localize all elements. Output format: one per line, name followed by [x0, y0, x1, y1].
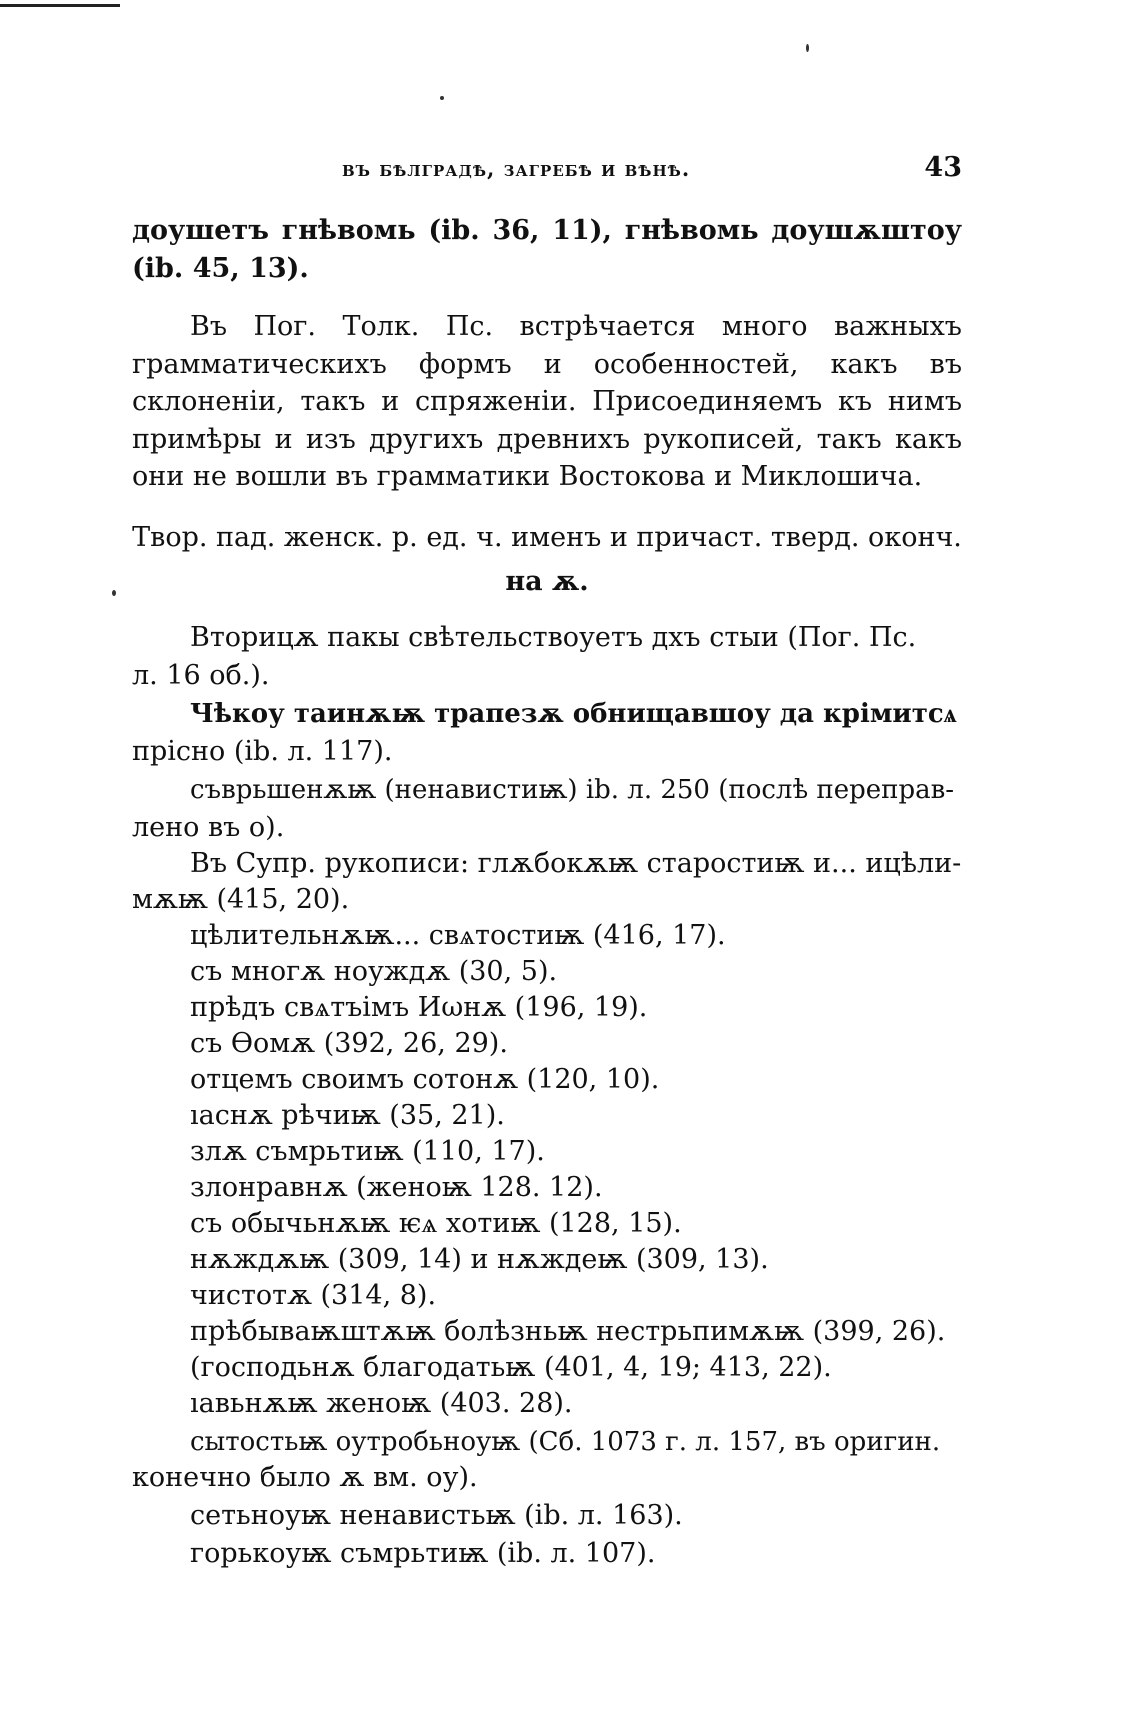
example-line: прѣбываѭштѫѭ болѣзньѭ нестрьпимѫѭ (399, 26). — [190, 1316, 946, 1347]
entry-line: л. 16 об.). — [132, 660, 270, 691]
example-line: горькоуѭ съмрьтиѭ (ib. л. 107). — [190, 1538, 656, 1569]
example-line: сетьноуѭ ненавистьѭ (ib. л. 163). — [190, 1500, 683, 1531]
entry-line: конечно было ѫ вм. оу). — [132, 1462, 478, 1493]
example-line: съ многѫ ноуждѫ (30, 5). — [190, 956, 558, 987]
entry-line: Чѣкоу таинѫѭ трапезѫ обнищавшоу да крімитсѧ — [190, 699, 957, 729]
page-number: 43 — [924, 152, 962, 183]
entry-line: прісно (ib. л. 117). — [132, 736, 393, 767]
example-line: прѣдъ свѧтъімъ Иωнѫ (196, 19). — [190, 992, 648, 1023]
example-line: ıаснѫ рѣчиѭ (35, 21). — [190, 1100, 505, 1131]
example-line: злѫ съмрьтиѭ (110, 17). — [190, 1136, 545, 1167]
scan-speck — [440, 96, 444, 100]
entry-line: сытостьѭ оутробьноуѭ (Сб. 1073 г. л. 157, въ оригин. — [190, 1427, 941, 1457]
example-line: отцемъ своимъ сотонѫ (120, 10). — [190, 1064, 660, 1095]
running-title: въ бѣлградѣ, загребѣ и вѣнѣ. — [342, 156, 691, 181]
example-line: (господьнѫ благодатьѭ (401, 4, 19; 413, 22). — [190, 1352, 832, 1383]
example-line: нѫждѫѭ (309, 14) и нѫждеѭ (309, 13). — [190, 1244, 769, 1275]
example-line: чистотѫ (314, 8). — [190, 1280, 437, 1311]
section-heading: Твор. пад. женск. р. ед. ч. именъ и причаст. тверд. оконч. — [132, 522, 962, 553]
entry-line: съврьшенѫѭ (ненавистиѭ) ib. л. 250 (послѣ переправ- — [190, 775, 955, 805]
scan-edge-mark — [0, 4, 120, 7]
entry-line: Вторицѫ пакы свѣтельствоуетъ дхъ стыи (Пог. Пс. — [190, 622, 917, 653]
example-line: ıавьнѫѭ женоѭ (403. 28). — [190, 1388, 573, 1419]
example-line: съ Ѳомѫ (392, 26, 29). — [190, 1028, 508, 1059]
section-heading-ending: на ѫ. — [505, 566, 589, 597]
intro-paragraph: Въ Пог. Толк. Пс. встрѣчается много важныхъ грамматическихъ формъ и особенностей, какъ въ склоненіи, такъ и спряженіи. Присоединяемъ къ нимъ примѣры и изъ другихъ древнихъ рукописей, такъ какъ они не вошли въ грамматики Востокова и Миклошича. — [132, 311, 962, 492]
scan-speck — [806, 44, 809, 52]
example-line: съ обычьнѫѭ ѥѧ хотиѭ (128, 15). — [190, 1208, 682, 1239]
example-line: злонравнѫ (женоѭ 128. 12). — [190, 1172, 603, 1203]
entry-line: лено въ о). — [132, 812, 285, 843]
entry-line: мѫѭ (415, 20). — [132, 884, 350, 915]
scan-speck — [112, 590, 116, 596]
running-header — [132, 152, 962, 192]
entry-line: Въ Супр. рукописи: глѫбокѫѭ старостиѭ и... ицѣли- — [190, 848, 962, 879]
example-line: цѣлительнѫѭ... свѧтостиѭ (416, 17). — [190, 920, 726, 951]
opening-lines: доушетъ гнѣвомь (ib. 36, 11), гнѣвомь доушѫштоу (ib. 45, 13). — [132, 215, 962, 284]
